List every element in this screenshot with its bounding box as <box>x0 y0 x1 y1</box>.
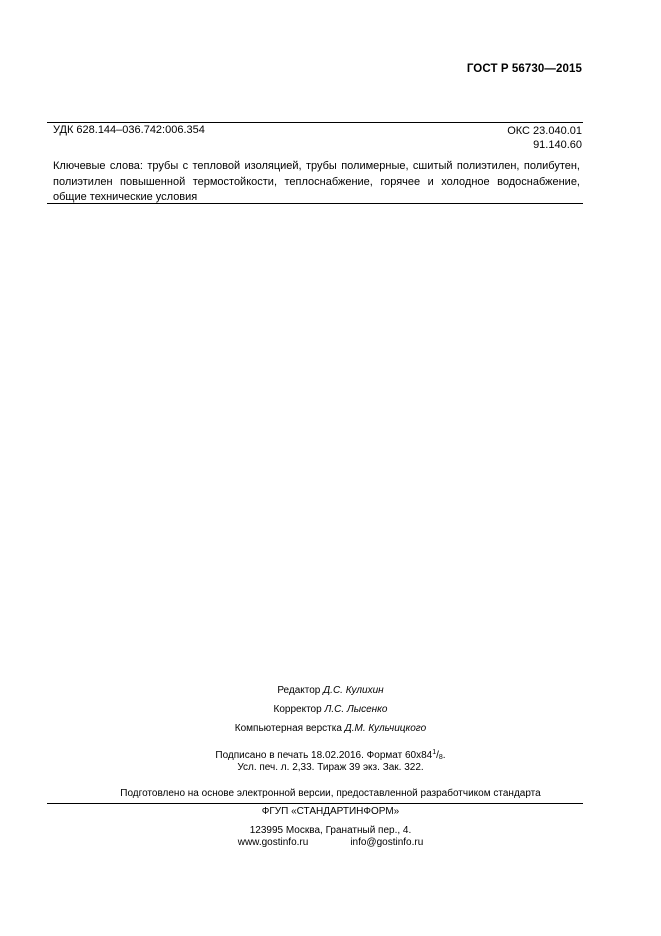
keywords-line: Ключевые слова: трубы с тепловой изоляцией, трубы полимерные, сшитый полиэтилен, полибутен, <box>53 160 580 172</box>
udk-code: УДК 628.144–036.742:006.354 <box>53 124 205 136</box>
print-details: Усл. печ. л. 2,33. Тираж 39 экз. Зак. 322. <box>237 762 424 773</box>
layout-name: Д.М. Кульчицкого <box>344 723 427 734</box>
publisher-contacts <box>0 837 661 848</box>
signed-suffix: . <box>442 750 446 761</box>
oks-code-primary: ОКС 23.040.01 <box>507 125 582 137</box>
keywords-line: полиэтилен повышенной термостойкости, теплоснабжение, горячее и холодное водоснабжение, <box>53 175 580 188</box>
oks-code-secondary: 91.140.60 <box>533 139 582 151</box>
corrector-role: Корректор <box>273 704 325 715</box>
bottom-divider <box>47 803 583 804</box>
editor-credit <box>0 685 661 696</box>
layout-credit <box>0 723 661 734</box>
prepared-note: Подготовлено на основе электронной версии, предоставленной разработчиком стандарта <box>120 788 541 799</box>
keywords-line: общие технические условия <box>53 191 198 203</box>
signed-text: Подписано в печать 18.02.2016. Формат 60x84 <box>215 750 433 761</box>
editor-name: Д.С. Кулихин <box>323 685 384 696</box>
website-link[interactable]: www.gostinfo.ru <box>237 837 309 848</box>
corrector-credit <box>0 704 661 715</box>
format-numerator: 1 <box>432 749 437 756</box>
layout-role: Компьютерная верстка <box>234 723 345 734</box>
publisher-address: 123995 Москва, Гранатный пер., 4. <box>249 825 412 836</box>
standard-code: ГОСТ Р 56730—2015 <box>466 63 582 75</box>
signed-info: Подписано в печать 18.02.2016. Формат $60x84^1/_8$. <box>215 749 446 761</box>
publisher-name: ФГУП «СТАНДАРТИНФОРМ» <box>261 806 400 817</box>
format-denominator: 8 <box>438 754 443 761</box>
editor-role: Редактор <box>277 685 324 696</box>
corrector-name: Л.С. Лысенко <box>324 704 388 715</box>
keywords-paragraph <box>53 159 580 206</box>
keywords-divider <box>47 203 583 204</box>
top-divider <box>47 122 583 123</box>
email-link[interactable]: info@gostinfo.ru <box>350 837 424 848</box>
oks-codes <box>507 124 582 152</box>
